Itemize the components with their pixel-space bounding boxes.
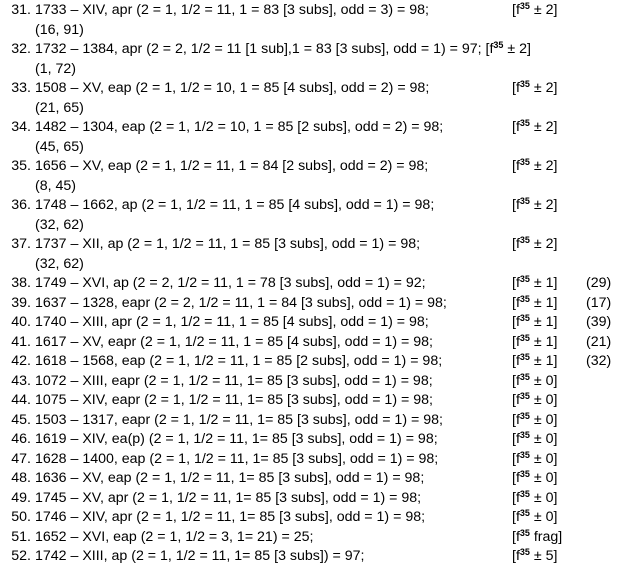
- entry-tag: $[f^{35} \pm 2]$: [512, 157, 558, 174]
- entry-number: 42.: [11, 353, 31, 369]
- continuation-text: (1, 72): [35, 60, 77, 77]
- entry-tag: $[f^{35} \pm 1]$: [512, 274, 558, 291]
- entry-line: [4, 411, 622, 431]
- entry-number: 52.: [11, 548, 31, 564]
- entry-tag: $[f^{35} \pm 1]$: [512, 352, 558, 369]
- entry-number: 39.: [11, 294, 31, 311]
- entry-line: [4, 430, 622, 450]
- continuation-text: (32, 62): [35, 255, 84, 272]
- entry-text: 1740 – XIII, apr (2 = 1, 1/2 = 11, 1 = 85 [4 subs], odd = 1) = 98;: [35, 314, 429, 330]
- superscript: 35: [519, 157, 530, 167]
- entry-line: [4, 294, 622, 314]
- entry-text: 1652 – XVI, eap (2 = 1, 1/2 = 3, 1= 21) = 25;: [35, 528, 314, 545]
- entry-number: 47.: [11, 450, 31, 467]
- entry-text: 1618 – 1568, eap (2 = 1, 1/2 = 11, 1 = 85 [2 subs], odd = 1) = 98;: [35, 353, 443, 369]
- entry-text: 1628 – 1400, eap (2 = 1, 1/2 = 11, 1= 85 [3 subs], odd = 1) = 98;: [35, 450, 439, 467]
- entry-text: 1508 – XV, eap (2 = 1, 1/2 = 10, 1 = 85 [4 subs], odd = 2) = 98;: [35, 80, 430, 96]
- continuation-text: (32, 62): [35, 216, 84, 233]
- entry-note: (32): [586, 353, 612, 369]
- entry-line: [4, 489, 622, 509]
- entry-line: [4, 79, 622, 99]
- entry-list: [4, 1, 622, 567]
- entry-text: 1617 – XV, eapr (2 = 1, 1/2 = 11, 1 = 85 [4 subs], odd = 1) = 98;: [35, 333, 433, 350]
- entry-line: [4, 372, 622, 392]
- entry-line: [4, 391, 622, 411]
- superscript: 35: [519, 118, 530, 128]
- superscript: 35: [519, 547, 530, 557]
- entry-tag: $[f^{35} \pm 2]$: [512, 235, 558, 252]
- entry-note: (21): [586, 333, 612, 350]
- entry-tag: $[f^{35} \pm 1]$: [512, 332, 558, 350]
- entry-line: [4, 313, 622, 333]
- entry-text: 1636 – XV, eap (2 = 1, 1/2 = 11, 1= 85 [3 subs], odd = 1) = 98;: [35, 470, 425, 486]
- superscript: 35: [519, 1, 530, 11]
- continuation-text: (8, 45): [35, 177, 77, 194]
- superscript: 35: [519, 488, 530, 499]
- entry-continuation: [4, 60, 622, 80]
- entry-text: 1619 – XIV, ea(p) (2 = 1, 1/2 = 11, 1= 85 [3 subs], odd = 1) = 98;: [35, 431, 438, 447]
- entry-number: 32.: [11, 41, 31, 57]
- entry-text: 1748 – 1662, ap (2 = 1, 1/2 = 11, 1 = 85 [4 subs], odd = 1) = 98;: [35, 197, 435, 213]
- entry-line: [4, 528, 622, 548]
- entry-note: (39): [586, 314, 612, 330]
- entry-tag: $[f^{35} \pm 0]$: [512, 449, 558, 467]
- entry-number: 50.: [11, 509, 31, 525]
- superscript: 35: [519, 371, 530, 382]
- entry-number: 48.: [11, 470, 31, 486]
- entry-line: [4, 235, 622, 255]
- entry-tag: $[f^{35} \pm 5]$: [512, 547, 558, 564]
- superscript: 35: [519, 449, 530, 460]
- entry-text: 1737 – XII, ap (2 = 1, 1/2 = 11, 1 = 85 [3 subs], odd = 1) = 98;: [35, 236, 421, 252]
- superscript: 35: [519, 293, 530, 304]
- entry-tag: $[f^{35} \pm 0]$: [512, 488, 558, 506]
- entry-line: [4, 450, 622, 470]
- entry-text: 1075 – XIV, eapr (2 = 1, 1/2 = 11, 1= 85 [3 subs], odd = 1) = 98;: [35, 392, 433, 408]
- entry-number: 46.: [11, 431, 31, 447]
- entry-continuation: [4, 216, 622, 236]
- entry-continuation: [4, 138, 622, 158]
- superscript: 35: [519, 196, 530, 206]
- entry-number: 36.: [11, 197, 31, 213]
- superscript: 35: [519, 527, 530, 538]
- entry-continuation: [4, 21, 622, 41]
- entry-tag: $[f^{35} \pm 2]$: [512, 196, 558, 213]
- entry-text: 1637 – 1328, eapr (2 = 2, 1/2 = 11, 1 = 84 [3 subs], odd = 1) = 98;: [35, 294, 447, 311]
- entry-text: 1733 – XIV, apr (2 = 1, 1/2 = 11, 1 = 83 [3 subs], odd = 3) = 98;: [35, 2, 429, 18]
- entry-continuation: [4, 99, 622, 119]
- entry-number: 49.: [11, 489, 31, 506]
- continuation-text: (45, 65): [35, 138, 84, 155]
- entry-number: 51.: [11, 528, 31, 545]
- entry-text: 1732 – 1384, apr (2 = 2, 1/2 = 11 [1 sub],1 = 83 [3 subs], odd = 1) = 97; $[f^{35} \pm 2]$: [35, 40, 531, 57]
- entry-tag: $[f^{35} \pm 0]$: [512, 430, 558, 447]
- entry-line: [4, 508, 622, 528]
- entry-tag: $^{35}$ ± 2]: [493, 40, 531, 57]
- continuation-text: (21, 65): [35, 99, 84, 116]
- entry-line: [4, 547, 622, 567]
- entry-note: (29): [586, 275, 612, 291]
- entry-tag: $[f^{35} \pm 0]$: [512, 469, 558, 486]
- entry-number: 44.: [11, 392, 31, 408]
- entry-number: 43.: [11, 372, 31, 389]
- continuation-text: (16, 91): [35, 21, 84, 38]
- entry-line: [4, 274, 622, 294]
- superscript: 35: [493, 40, 504, 50]
- entry-number: 34.: [11, 119, 31, 135]
- entry-number: 41.: [11, 333, 31, 350]
- entry-continuation: [4, 177, 622, 197]
- entry-line: [4, 40, 622, 60]
- entry-text: 1482 – 1304, eap (2 = 1, 1/2 = 10, 1 = 85 [2 subs], odd = 2) = 98;: [35, 119, 444, 135]
- entry-tag: $[f^{35} \pm 2]$: [512, 1, 558, 18]
- entry-line: [4, 469, 622, 489]
- superscript: 35: [519, 410, 530, 421]
- entry-text: 1742 – XIII, ap (2 = 1, 1/2 = 11, 1= 85 [3 subs]) = 97;: [35, 548, 365, 564]
- superscript: 35: [519, 313, 530, 323]
- superscript: 35: [519, 352, 530, 362]
- entry-text: 1746 – XIV, apr (2 = 1, 1/2 = 11, 1= 85 [3 subs], odd = 1) = 98;: [35, 509, 426, 525]
- entry-tag: $[f^{35} \pm 0]$: [512, 508, 558, 525]
- superscript: 35: [519, 469, 530, 479]
- superscript: 35: [519, 274, 530, 284]
- entry-tag: $[f^{35} \pm 0]$: [512, 371, 558, 389]
- entry-text: 1656 – XV, eap (2 = 1, 1/2 = 11, 1 = 84 [2 subs], odd = 2) = 98;: [35, 158, 429, 174]
- entry-number: 37.: [11, 236, 31, 252]
- superscript: 35: [519, 332, 530, 343]
- entry-tag: $[f^{35} \pm 0]$: [512, 391, 558, 408]
- entry-line: [4, 157, 622, 177]
- entry-tag: $[f^{35} \pm 1]$: [512, 313, 558, 330]
- entry-tag: $[f^{35} \pm 2]$: [512, 79, 558, 96]
- superscript: 35: [519, 79, 530, 89]
- superscript: 35: [519, 235, 530, 245]
- entry-tag: $[f^{35} \pm 2]$: [512, 118, 558, 135]
- entry-line: [4, 352, 622, 372]
- entry-line: [4, 1, 622, 21]
- entry-number: 40.: [11, 314, 31, 330]
- entry-text: 1503 – 1317, eapr (2 = 1, 1/2 = 11, 1= 85 [3 subs], odd = 1) = 98;: [35, 411, 443, 428]
- entry-line: [4, 118, 622, 138]
- entry-line: [4, 196, 622, 216]
- entry-number: 45.: [11, 411, 31, 428]
- entry-line: [4, 333, 622, 353]
- entry-note: (17): [586, 294, 612, 311]
- entry-number: 31.: [11, 2, 31, 18]
- entry-number: 35.: [11, 158, 31, 174]
- entry-number: 38.: [11, 275, 31, 291]
- entry-continuation: [4, 255, 622, 275]
- entry-tag: [$f^{35}$ frag]: [512, 527, 563, 545]
- superscript: 35: [519, 430, 530, 440]
- entry-number: 33.: [11, 80, 31, 96]
- entry-text: 1749 – XVI, ap (2 = 2, 1/2 = 11, 1 = 78 [3 subs], odd = 1) = 92;: [35, 275, 426, 291]
- entry-tag: $[f^{35} \pm 0]$: [512, 410, 558, 428]
- entry-tag: $[f^{35} \pm 1]$: [512, 293, 558, 311]
- superscript: 35: [519, 508, 530, 518]
- entry-text: 1745 – XV, apr (2 = 1, 1/2 = 11, 1= 85 [3 subs], odd = 1) = 98;: [35, 489, 422, 506]
- superscript: 35: [519, 391, 530, 401]
- entry-text: 1072 – XIII, eapr (2 = 1, 1/2 = 11, 1= 85 [3 subs], odd = 1) = 98;: [35, 372, 433, 389]
